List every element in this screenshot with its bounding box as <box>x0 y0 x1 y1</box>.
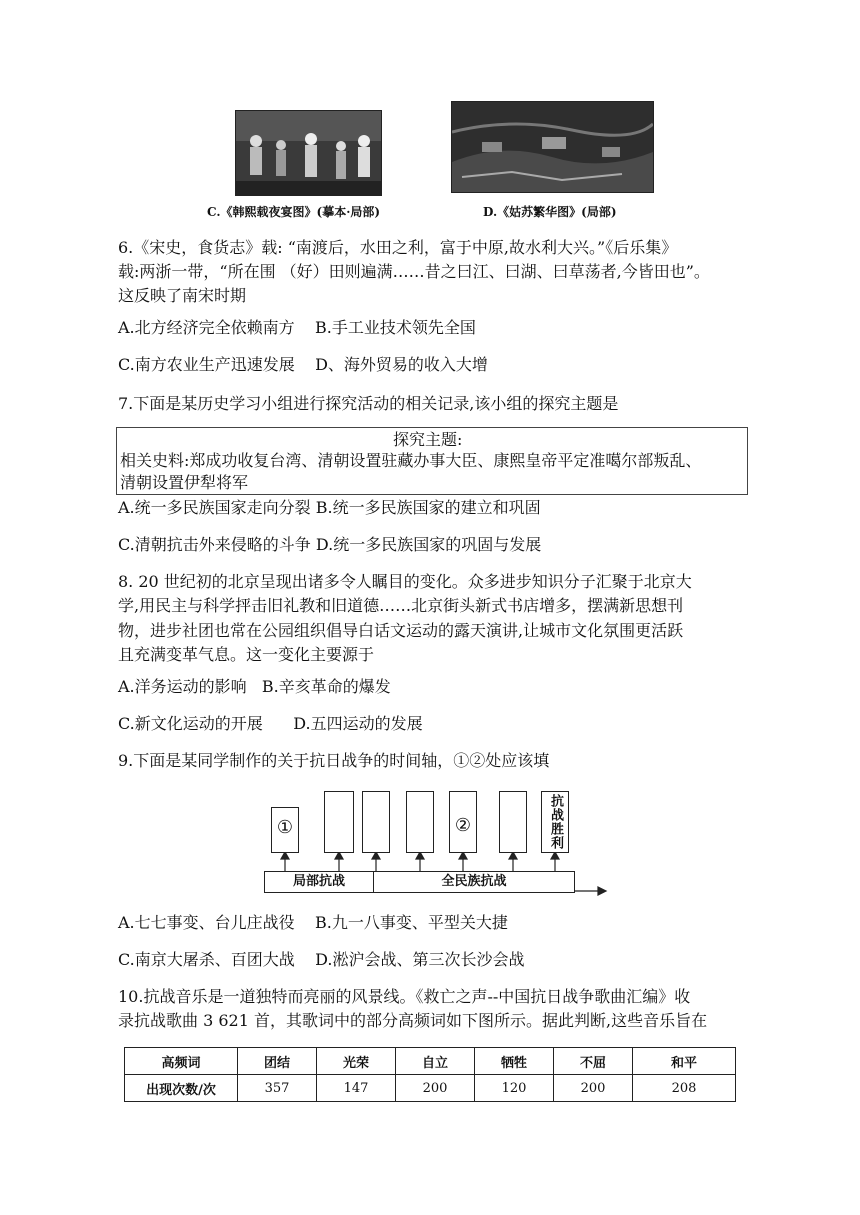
table-row-counts <box>125 1075 736 1102</box>
table-row-words <box>125 1048 736 1075</box>
table-word: 不屈 <box>554 1048 633 1075</box>
table-word: 牺牲 <box>475 1048 554 1075</box>
q10-stem-line2: 录抗战歌曲 3 621 首，其歌词中的部分高频词如下图所示。据此判断,这些音乐旨在 <box>118 1011 708 1030</box>
q7-options-cd: C.清朝抗击外来侵略的斗争 D.统一多民族国家的巩固与发展 <box>118 535 542 554</box>
q7-box-line1: 相关史料:郑成功收复台湾、清朝设置驻藏办事大臣、康熙皇帝平定准噶尔部叛乱、 <box>120 451 702 470</box>
painting-gusu-scene <box>452 102 653 192</box>
timeline-box-1 <box>271 807 299 853</box>
table-word: 光荣 <box>317 1048 396 1075</box>
timeline-victory-label: 抗战胜利 <box>548 794 563 850</box>
table-count: 357 <box>238 1075 317 1102</box>
q6-options-cd: C.南方农业生产迅速发展 D、海外贸易的收入大增 <box>118 355 488 374</box>
q6-options-ab: A.北方经济完全依赖南方 B.手工业技术领先全国 <box>118 318 476 337</box>
q8-stem-line2: 学,用民主与科学抨击旧礼教和旧道德……北京街头新式书店增多，摆满新思想刊 <box>118 596 684 615</box>
timeline-box-5-label: ② <box>454 815 472 836</box>
timeline-box-5 <box>449 791 477 853</box>
q10-frequency-table <box>124 1047 736 1102</box>
q7-options-ab: A.统一多民族国家走向分裂 B.统一多民族国家的建立和巩固 <box>118 498 541 517</box>
timeline-segment-national-label: 全民族抗战 <box>441 874 507 889</box>
table-count: 147 <box>317 1075 396 1102</box>
q8-options-ab: A.洋务运动的影响 B.辛亥革命的爆发 <box>118 677 391 696</box>
image-d-caption: D.《姑苏繁华图》(局部) <box>483 205 617 219</box>
table-count-label: 出现次数/次 <box>125 1075 238 1102</box>
timeline-segment-national <box>373 871 575 893</box>
table-count: 200 <box>554 1075 633 1102</box>
q9-options-ab: A.七七事变、台儿庄战役 B.九一八事变、平型关大捷 <box>118 913 508 932</box>
table-count: 200 <box>396 1075 475 1102</box>
painting-han-xizai-image <box>235 110 382 196</box>
q9-options-cd: C.南京大屠杀、百团大战 D.淞沪会战、第三次长沙会战 <box>118 950 525 969</box>
q8-stem-line3: 物，进步社团也常在公园组织倡导白话文运动的露天演讲,让城市文化氛围更活跃 <box>118 621 684 640</box>
painting-gusu-image <box>451 101 654 193</box>
q7-box-title: 探究主题: <box>393 430 463 449</box>
q9-stem: 9.下面是某同学制作的关于抗日战争的时间轴，①②处应该填 <box>118 751 550 770</box>
timeline-box-victory <box>541 791 569 853</box>
q8-stem-line4: 且充满变革气息。这一变化主要源于 <box>118 645 375 664</box>
image-c-caption: C.《韩熙载夜宴图》(摹本·局部) <box>207 205 381 219</box>
q7-stem: 7.下面是某历史学习小组进行探究活动的相关记录,该小组的探究主题是 <box>118 394 619 413</box>
table-count: 120 <box>475 1075 554 1102</box>
q6-stem-line1: 6.《宋史，食货志》载: “南渡后，水田之利，富于中原,故水利大兴。”《后乐集》 <box>118 238 678 257</box>
q7-box-line2: 清朝设置伊犁将军 <box>120 473 249 492</box>
table-count: 208 <box>633 1075 736 1102</box>
table-word: 团结 <box>238 1048 317 1075</box>
q7-research-box <box>116 427 748 495</box>
table-word: 自立 <box>396 1048 475 1075</box>
q10-stem-line1: 10.抗战音乐是一道独特而亮丽的风景线。《救亡之声--中国抗日战争歌曲汇编》收 <box>118 987 691 1006</box>
timeline-segment-local-label: 局部抗战 <box>292 874 345 889</box>
q8-stem-line1: 8. 20 世纪初的北京呈现出诸多令人瞩目的变化。众多进步知识分子汇聚于北京大 <box>118 572 692 591</box>
q6-stem-line2: 载:两浙一带，“所在围 （好）田则遍满……昔之曰江、曰湖、曰草荡者,今皆田也”。 <box>118 262 710 281</box>
table-header-label: 高频词 <box>125 1048 238 1075</box>
q6-stem-line3: 这反映了南宋时期 <box>118 286 247 305</box>
timeline-box-2 <box>324 791 354 853</box>
timeline-box-6 <box>499 791 527 853</box>
timeline-box-1-label: ① <box>276 817 294 838</box>
table-word: 和平 <box>633 1048 736 1075</box>
timeline-box-4 <box>406 791 434 853</box>
q9-timeline <box>258 787 608 899</box>
timeline-box-3 <box>362 791 390 853</box>
painting-han-xizai-figures <box>236 111 381 195</box>
q8-options-cd: C.新文化运动的开展 D.五四运动的发展 <box>118 714 423 733</box>
timeline-segment-local <box>264 871 374 893</box>
